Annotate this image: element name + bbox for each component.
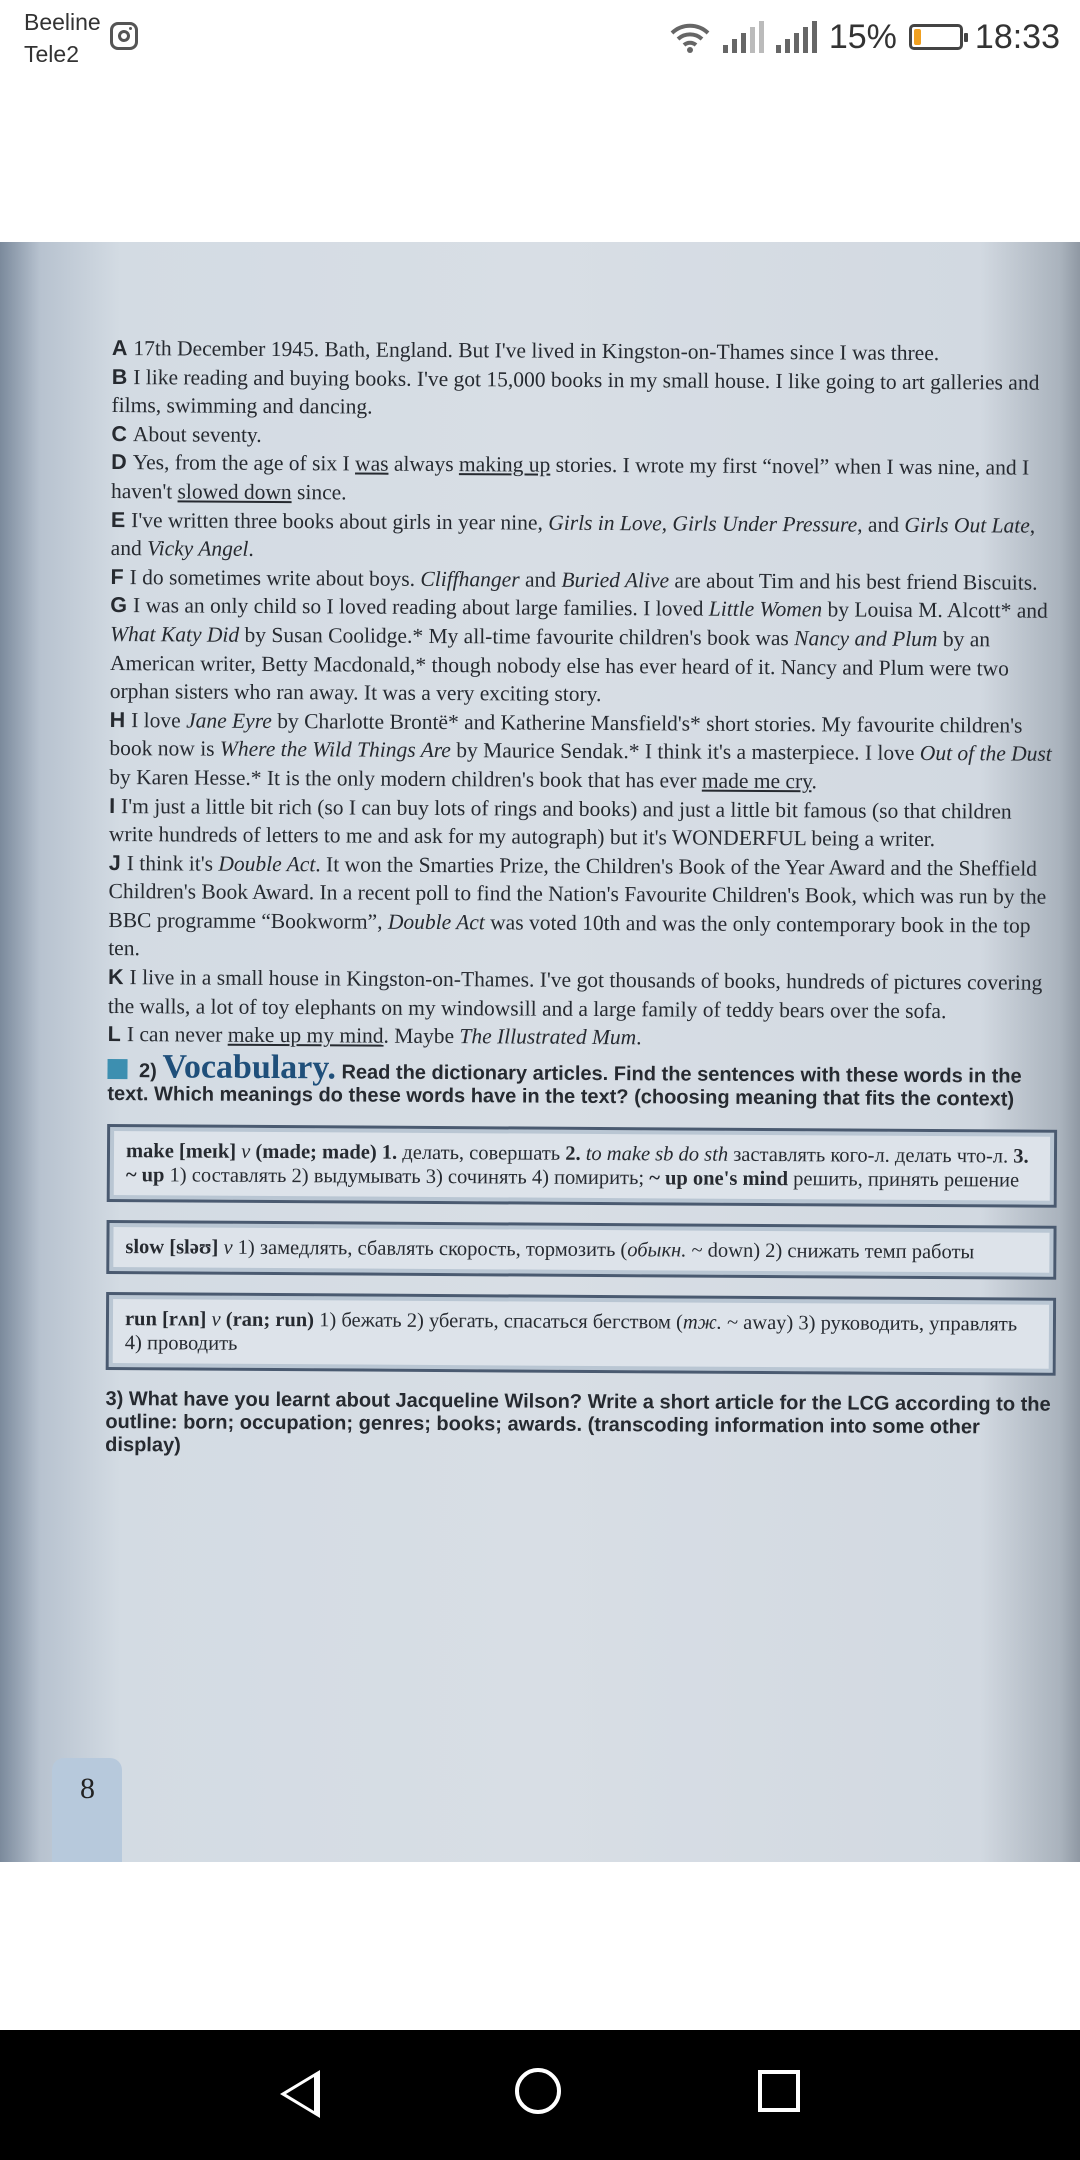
answer-h: [109, 706, 1060, 798]
italic-phrase: Out of the Dust: [919, 741, 1052, 767]
wifi-icon: [669, 21, 711, 53]
text-segment: I like reading and buying books. I've got 15,000 books in my small house. I like going to art galleries and films, swimming and dancing.: [111, 364, 1040, 419]
vocabulary-task: [107, 1048, 1057, 1112]
text-segment: ~ down) 2) снижать темп работы: [686, 1239, 975, 1264]
text-segment: and: [519, 567, 562, 592]
instagram-icon: [110, 22, 138, 50]
vocab-number: 2): [138, 1060, 157, 1083]
carrier-2: Tele2: [24, 41, 79, 67]
text-segment: by Louisa M. Alcott* and: [822, 597, 1048, 624]
text-segment: slow [sləʊ]: [125, 1235, 224, 1259]
answer-letter: H: [109, 707, 126, 732]
dictionary-articles: [106, 1124, 1057, 1376]
italic-phrase: Girls Out Late: [904, 512, 1030, 538]
carrier-names: [24, 6, 101, 70]
italic-phrase: тж.: [682, 1311, 722, 1334]
answer-k: [108, 963, 1058, 1026]
text-segment: . Maybe: [383, 1023, 460, 1049]
underlined-phrase: making up: [458, 452, 551, 478]
task-square-icon: [107, 1059, 127, 1079]
italic-phrase: v: [241, 1140, 251, 1163]
status-bar: [0, 0, 1080, 80]
answer-letter: D: [111, 450, 127, 475]
text-segment: I've written three books about girls in year nine,: [131, 507, 549, 535]
battery-percent: 15%: [828, 17, 897, 56]
text-segment: I can never: [126, 1022, 228, 1047]
text-segment: by Maurice Sendak.* I think it's a masterpiece. I love: [450, 738, 920, 766]
italic-phrase: Cliffhanger: [420, 566, 520, 592]
text-segment: I do sometimes write about boys.: [129, 564, 421, 591]
answer-letter: L: [107, 1022, 121, 1047]
text-segment: 2.: [565, 1142, 581, 1165]
text-segment: by Charlotte Brontë* and Katherine Mansfield's* short stories. My favourite children's book now is: [109, 708, 1023, 761]
text-segment: 3. ~ up: [125, 1145, 1029, 1187]
italic-phrase: Where the Wild Things Are: [219, 736, 451, 763]
clock: 18:33: [974, 17, 1060, 56]
text-segment: ~ up one's mind: [649, 1167, 789, 1190]
italic-phrase: to make sb do sth: [585, 1142, 729, 1166]
text-segment: , and: [857, 512, 905, 537]
text-segment: 1) составлять 2) выдумывать 3) сочинять 4) помирить;: [164, 1164, 650, 1190]
italic-phrase: What Katy Did: [110, 621, 240, 647]
dictionary-box: [107, 1124, 1057, 1208]
answer-b: [111, 363, 1061, 426]
text-segment: , and: [110, 513, 1036, 561]
text-segment: заставлять кого-л. делать что-л.: [728, 1143, 1014, 1168]
answer-letter: I: [109, 793, 116, 818]
text-segment: always: [388, 452, 460, 477]
text-segment: ~ away) 3) руководить, управлять 4) проводить: [124, 1311, 1018, 1355]
text-segment: 17th December 1945. Bath, England. But I've lived in Kingston-on-Thames since I was three.: [133, 336, 940, 366]
text-segment: решить, принять решение: [788, 1167, 1020, 1192]
text-segment: делать, совершать: [397, 1141, 566, 1165]
italic-phrase: Jane Eyre: [186, 708, 272, 733]
answer-letter: F: [110, 564, 124, 589]
carrier-1: Beeline: [24, 9, 101, 35]
text-segment: .: [248, 536, 254, 562]
answer-e: [111, 506, 1061, 569]
answer-letter: E: [110, 507, 126, 532]
answer-letter: G: [110, 593, 128, 618]
italic-phrase: The Illustrated Mum: [459, 1024, 637, 1050]
italic-phrase: Buried Alive: [561, 567, 670, 593]
text-segment: I was an only child so I loved reading about large families. I loved: [133, 593, 709, 621]
vocab-title: Vocabulary.: [162, 1048, 337, 1087]
task-3: 3) What have you learnt about Jacqueline Wilson? Write a short article for the LCG according to the outline: born; occupation; genres; books; awards. (transcoding information into some other display): [105, 1387, 1051, 1457]
text-segment: run [rʌn]: [124, 1307, 212, 1331]
answer-g: [110, 591, 1061, 711]
text-segment: 1) бежать 2) убегать, спасаться бегством (: [313, 1309, 683, 1334]
page-text: [105, 334, 1062, 1463]
textbook-photo: [0, 242, 1080, 1862]
signal-icon: [723, 21, 764, 53]
italic-phrase: Vicky Angel: [147, 536, 249, 561]
text-segment: stories. I wrote my first “novel” when I was nine, and I haven't: [110, 453, 1030, 504]
underlined-phrase: was: [355, 451, 389, 477]
answer-j: [108, 849, 1059, 969]
text-segment: About seventy.: [132, 421, 262, 447]
text-segment: by Karen Hesse.* It is the only modern children's book that has ever: [109, 764, 702, 793]
back-icon[interactable]: [280, 2070, 320, 2118]
text-segment: .: [636, 1025, 642, 1050]
interview-answers: [108, 334, 1062, 1055]
recent-apps-icon[interactable]: [758, 2070, 800, 2112]
italic-phrase: Double Act: [218, 851, 316, 876]
text-segment: (made; made) 1.: [250, 1140, 398, 1164]
underlined-phrase: made me cry: [701, 768, 812, 794]
text-segment: I love: [131, 707, 187, 733]
text-segment: I live in a small house in Kingston-on-Thames. I've got thousands of books, hundreds of pictures covering the walls, a lot of toy elephants on my windowsill and a large family of teddy bears over the sofa.: [107, 965, 1043, 1023]
italic-phrase: v: [223, 1236, 233, 1259]
italic-phrase: Nancy and Plum: [794, 626, 938, 651]
text-segment: Yes, from the age of six I: [132, 450, 356, 476]
answer-letter: C: [111, 421, 127, 446]
text-segment: I think it's: [126, 850, 219, 876]
text-segment: .: [811, 769, 817, 794]
answer-d: [111, 448, 1061, 511]
home-icon[interactable]: [515, 2068, 561, 2114]
text-segment: . It won the Smarties Prize, the Children's Book of the Year Award and the Sheffield Children's Book Award. In a recent poll to find the Nation's Favourite Children's Book, which was run by the BBC programme “Bookworm”,: [108, 851, 1047, 934]
text-segment: are about Tim and his best friend Biscuits.: [669, 568, 1038, 595]
page-number: 8: [80, 1772, 95, 1805]
answer-letter: A: [111, 335, 128, 361]
text-segment: was voted 10th and was the only contemporary book in the top ten.: [108, 910, 1031, 961]
signal-icon: [776, 21, 817, 53]
status-icons: [669, 14, 1060, 60]
underlined-phrase: slowed down: [177, 479, 292, 505]
text-segment: (ran; run): [220, 1308, 315, 1332]
dictionary-box: [106, 1292, 1056, 1376]
battery-fill: [914, 29, 921, 45]
italic-phrase: Girls in Love, Girls Under Pressure: [548, 510, 858, 537]
answer-i: [109, 791, 1059, 854]
battery-icon: [909, 24, 963, 50]
italic-phrase: Double Act: [387, 909, 485, 935]
text-segment: since.: [291, 480, 347, 505]
text-segment: I'm just a little bit rich (so I can buy lots of rings and books) and just a little bit famous (so that children write hundreds of letters to me and ask for my autograph) but it's WONDERFUL being a writer.: [108, 793, 1012, 852]
text-segment: by an American writer, Betty Macdonald,* though nobody else has ever heard of it. Nancy and Plum were two orphan sisters who ran away. It was a very exciting story.: [109, 626, 1009, 707]
answer-letter: B: [111, 364, 128, 389]
text-segment: 1) замедлять, сбавлять скорость, тормозить (: [232, 1236, 628, 1262]
navigation-bar: [0, 2030, 1080, 2160]
vocab-instructions: Read the dictionary articles. Find the sentences with these words in the text. Which meanings do these words have in the text? (choosing meaning that fits the context): [107, 1061, 1022, 1111]
answer-letter: K: [107, 965, 124, 990]
italic-phrase: Little Women: [708, 596, 823, 622]
text-segment: make [meɪk]: [125, 1139, 242, 1163]
italic-phrase: v: [211, 1308, 221, 1331]
answer-letter: J: [108, 850, 121, 875]
italic-phrase: обыкн.: [627, 1239, 687, 1262]
underlined-phrase: make up my mind: [227, 1022, 384, 1048]
dictionary-box: [106, 1220, 1056, 1280]
text-segment: by Susan Coolidge.* My all-time favourite children's book was: [239, 622, 795, 651]
